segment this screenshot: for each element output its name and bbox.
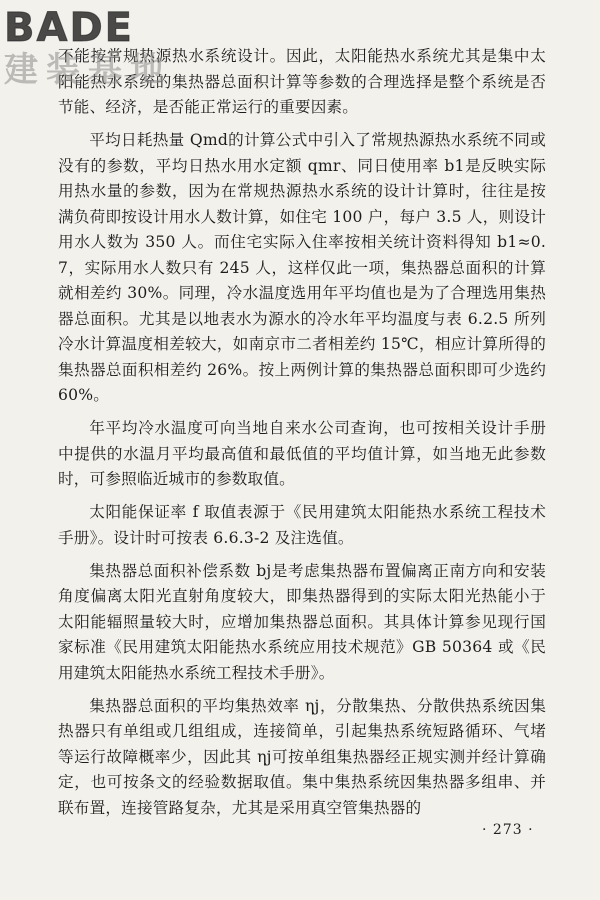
body-text xyxy=(58,44,546,821)
paragraph-6: 集热器总面积的平均集热效率 ηj，分散集热、分散供热系统因集热器只有单组或几组组成，连接简单，引起集热系统短路循环、气堵等运行故障概率少，因此其 ηj可按单组集热器经正规实测并经计算确定，也可按条文的经验数据取值。集中集热系统因集热器多组串、并联布置，连接管路复杂，尤其是采用真空管集热器的 xyxy=(58,696,546,817)
paragraph-2: 平均日耗热量 Qmd的计算公式中引入了常规热源热水系统不同或没有的参数，平均日热水用水定额 qmr、同日使用率 b1是反映实际用热水量的参数，因为在常规热源热水系统的设计计算时，往往是按满负荷即按设计用水人数计算，如住宅 100 户，每户 3.5 人，则设计用水人数为 350 人。而住宅实际入住率按相关统计资料得知 b1≈0.7，实际用水人数只有 245 人，这样仅此一项，集热器总面积的计算就相差约 30%。同理，冷水温度选用年平均值也是为了合理选用集热器总面积。尤其是以地表水为源水的冷水年平均温度与表 6.2.5 所列冷水计算温度相差较大，如南京市二者相差约 15℃，相应计算所得的集热器总面积相差约 26%。按上两例计算的集热器总面积即可少选约 60%。 xyxy=(58,131,546,404)
watermark-brand-bottom: 建装基地 xyxy=(4,50,172,90)
watermark-brand-top: BADE xyxy=(4,5,134,51)
page-number: · 273 · xyxy=(482,822,534,838)
paragraph-5: 集热器总面积补偿系数 bj是考虑集热器布置偏离正南方向和安装角度偏离太阳光直射角度较大，即集热器得到的实际太阳光热能小于太阳能辐照量较大时，应增加集热器总面积。其具体计算参见现行国家标准《民用建筑太阳能热水系统应用技术规范》GB 50364 或《民用建筑太阳能热水系统工程技术手册》。 xyxy=(58,561,546,682)
paragraph-3: 年平均冷水温度可向当地自来水公司查询，也可按相关设计手册中提供的水温月平均最高值和最低值的平均值计算，如当地无此参数时，可参照临近城市的参数取值。 xyxy=(58,419,546,488)
paragraph-4: 太阳能保证率 f 取值表源于《民用建筑太阳能热水系统工程技术手册》。设计时可按表 6.6.3-2 及注选值。 xyxy=(58,503,546,547)
paragraph-1: 不能按常规热源热水系统设计。因此，太阳能热水系统尤其是集中太阳能热水系统的集热器总面积计算等参数的合理选择是整个系统是否节能、经济，是否能正常运行的重要因素。 xyxy=(58,47,546,116)
